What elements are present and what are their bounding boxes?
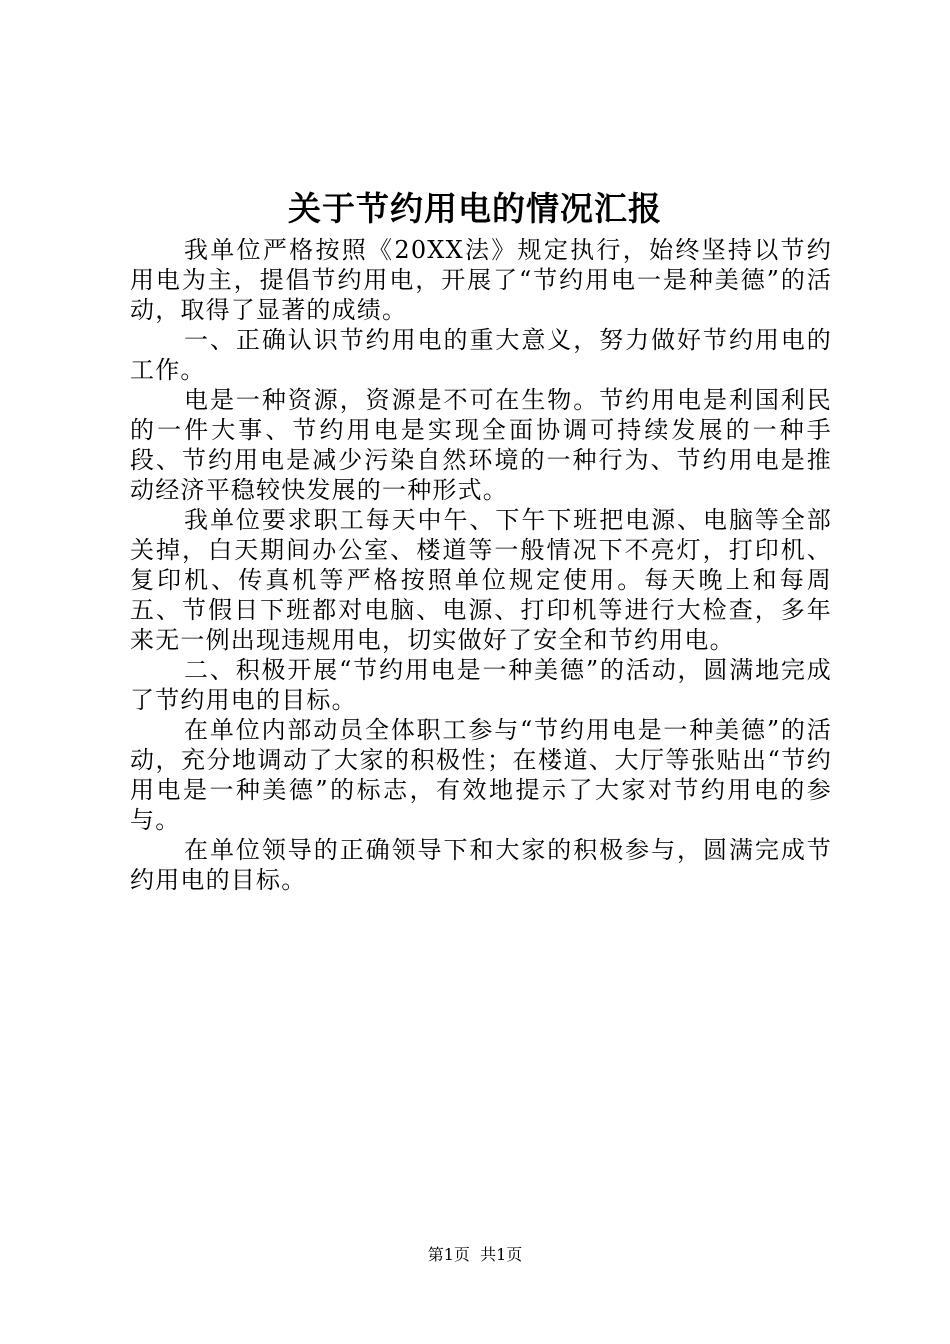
document-body [130,235,832,895]
paragraph-section-one-heading: 一、正确认识节约用电的重大意义，努力做好节约用电的工作。 [130,326,832,384]
page-number: 第1页 [427,1245,470,1264]
paragraph-staff-mobilization: 在单位内部动员全体职工参与“节约用电是一种美德”的活动，充分地调动了大家的积极性；在楼道、大厅等张贴出“节约用电是一种美德”的标志，有效地提示了大家对节约用电的参与。 [130,716,832,834]
paragraph-section-two-heading: 二、积极开展“节约用电是一种美德”的活动，圆满地完成了节约用电的目标。 [130,656,832,714]
paragraph-conclusion: 在单位领导的正确领导下和大家的积极参与，圆满完成节约用电的目标。 [130,836,832,894]
document-title: 关于节约用电的情况汇报 [288,189,662,228]
paragraph-intro: 我单位严格按照《20XX法》规定执行，始终坚持以节约用电为主，提倡节约用电，开展了“节约用电一是种美德”的活动，取得了显著的成绩。 [130,236,832,324]
page-footer [0,1243,950,1267]
paragraph-electricity-resource: 电是一种资源，资源是不可在生物。节约用电是利国利民的一件大事、节约用电是实现全面协调可持续发展的一种手段、节约用电是减少污染自然环境的一种行为、节约用电是推动经济平稳较快发展的一种形式。 [130,386,832,504]
page-total: 共1页 [480,1245,523,1264]
paragraph-unit-requirements: 我单位要求职工每天中午、下午下班把电源、电脑等全部关掉，白天期间办公室、楼道等一般情况下不亮灯，打印机、复印机、传真机等严格按照单位规定使用。每天晚上和每周五、节假日下班都对电脑、电源、打印机等进行大检查，多年来无一例出现违规用电，切实做好了安全和节约用电。 [130,506,832,654]
